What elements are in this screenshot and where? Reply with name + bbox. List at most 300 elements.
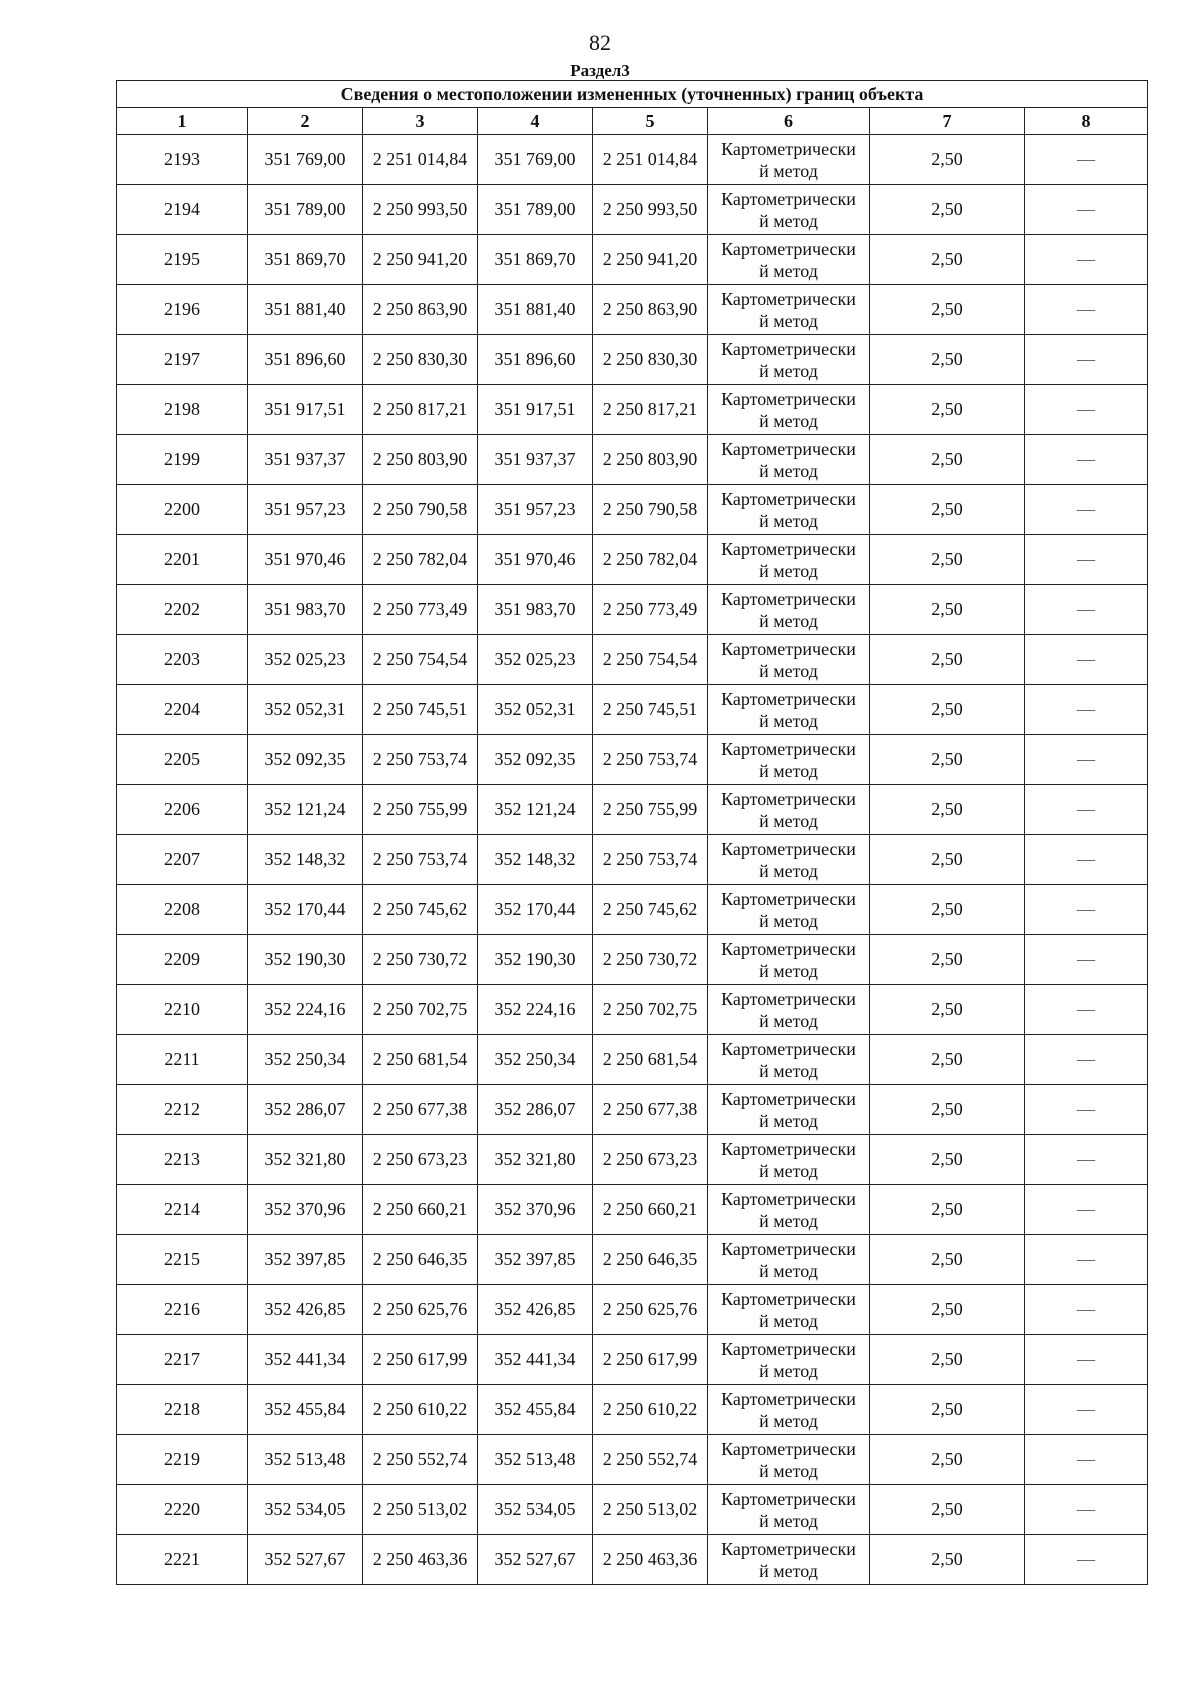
- point-number: 2193: [117, 135, 248, 185]
- point-number: 2212: [117, 1085, 248, 1135]
- coord-x-existing: 352 121,24: [248, 785, 363, 835]
- method-line-2: й метод: [759, 410, 818, 431]
- coord-y-existing: 2 250 755,99: [363, 785, 478, 835]
- method-line-1: Картометрически: [721, 1388, 856, 1409]
- method-line-2: й метод: [759, 560, 818, 581]
- point-number: 2214: [117, 1185, 248, 1235]
- coord-y-existing: 2 250 677,38: [363, 1085, 478, 1135]
- column-number: 2: [248, 108, 363, 135]
- note-dash: —: [1025, 785, 1148, 835]
- coord-y-refined: 2 250 745,51: [593, 685, 708, 735]
- coord-y-existing: 2 250 745,51: [363, 685, 478, 735]
- method-line-2: й метод: [759, 610, 818, 631]
- coord-x-existing: 352 052,31: [248, 685, 363, 735]
- accuracy-value: 2,50: [870, 435, 1025, 485]
- accuracy-value: 2,50: [870, 1535, 1025, 1585]
- note-dash: —: [1025, 635, 1148, 685]
- coord-y-existing: 2 250 941,20: [363, 235, 478, 285]
- coord-x-refined: 352 250,34: [478, 1035, 593, 1085]
- method-line-1: Картометрически: [721, 738, 856, 759]
- accuracy-value: 2,50: [870, 1185, 1025, 1235]
- method-line-1: Картометрически: [721, 1238, 856, 1259]
- method-line-2: й метод: [759, 460, 818, 481]
- determination-method: [708, 285, 870, 335]
- coord-y-refined: 2 250 803,90: [593, 435, 708, 485]
- coord-x-refined: 351 983,70: [478, 585, 593, 635]
- method-line-2: й метод: [759, 360, 818, 381]
- coord-y-refined: 2 250 745,62: [593, 885, 708, 935]
- coord-y-refined: 2 250 681,54: [593, 1035, 708, 1085]
- determination-method: [708, 1085, 870, 1135]
- coord-y-existing: 2 250 617,99: [363, 1335, 478, 1385]
- point-number: 2210: [117, 985, 248, 1035]
- coord-x-refined: 352 527,67: [478, 1535, 593, 1585]
- determination-method: [708, 785, 870, 835]
- point-number: 2217: [117, 1335, 248, 1385]
- coord-x-existing: 352 534,05: [248, 1485, 363, 1535]
- method-line-2: й метод: [759, 1560, 818, 1581]
- accuracy-value: 2,50: [870, 1035, 1025, 1085]
- coord-x-refined: 351 789,00: [478, 185, 593, 235]
- accuracy-value: 2,50: [870, 285, 1025, 335]
- accuracy-value: 2,50: [870, 235, 1025, 285]
- table-row: [117, 185, 1148, 235]
- method-line-2: й метод: [759, 960, 818, 981]
- method-line-2: й метод: [759, 260, 818, 281]
- method-line-1: Картометрически: [721, 788, 856, 809]
- section-title: Раздел3: [570, 61, 630, 80]
- coord-x-existing: 351 917,51: [248, 385, 363, 435]
- coord-x-existing: 351 970,46: [248, 535, 363, 585]
- table-row: [117, 285, 1148, 335]
- coord-x-existing: 352 170,44: [248, 885, 363, 935]
- coord-x-existing: 352 190,30: [248, 935, 363, 985]
- coord-x-existing: 352 025,23: [248, 635, 363, 685]
- accuracy-value: 2,50: [870, 785, 1025, 835]
- accuracy-value: 2,50: [870, 185, 1025, 235]
- column-number: 3: [363, 108, 478, 135]
- note-dash: —: [1025, 185, 1148, 235]
- coord-x-existing: 352 092,35: [248, 735, 363, 785]
- accuracy-value: 2,50: [870, 635, 1025, 685]
- point-number: 2195: [117, 235, 248, 285]
- coord-x-existing: 352 250,34: [248, 1035, 363, 1085]
- note-dash: —: [1025, 735, 1148, 785]
- coord-y-refined: 2 250 817,21: [593, 385, 708, 435]
- method-line-2: й метод: [759, 860, 818, 881]
- method-line-1: Картометрически: [721, 838, 856, 859]
- coord-x-existing: 351 983,70: [248, 585, 363, 635]
- coord-y-refined: 2 250 677,38: [593, 1085, 708, 1135]
- method-line-1: Картометрически: [721, 938, 856, 959]
- determination-method: [708, 1385, 870, 1435]
- accuracy-value: 2,50: [870, 385, 1025, 435]
- coord-y-refined: 2 250 782,04: [593, 535, 708, 585]
- coord-x-existing: 352 426,85: [248, 1285, 363, 1335]
- coord-y-refined: 2 250 702,75: [593, 985, 708, 1035]
- accuracy-value: 2,50: [870, 885, 1025, 935]
- table-row: [117, 635, 1148, 685]
- coord-x-existing: 351 789,00: [248, 185, 363, 235]
- point-number: 2209: [117, 935, 248, 985]
- coord-y-refined: 2 250 773,49: [593, 585, 708, 635]
- method-line-2: й метод: [759, 1310, 818, 1331]
- coord-y-refined: 2 250 617,99: [593, 1335, 708, 1385]
- note-dash: —: [1025, 1335, 1148, 1385]
- note-dash: —: [1025, 235, 1148, 285]
- note-dash: —: [1025, 135, 1148, 185]
- method-line-2: й метод: [759, 1010, 818, 1031]
- coord-x-refined: 352 170,44: [478, 885, 593, 935]
- coord-x-refined: 352 321,80: [478, 1135, 593, 1185]
- coord-y-refined: 2 250 646,35: [593, 1235, 708, 1285]
- coord-y-existing: 2 250 753,74: [363, 835, 478, 885]
- coord-x-refined: 352 148,32: [478, 835, 593, 885]
- accuracy-value: 2,50: [870, 685, 1025, 735]
- coord-y-refined: 2 250 625,76: [593, 1285, 708, 1335]
- coord-x-refined: 352 025,23: [478, 635, 593, 685]
- coord-y-existing: 2 250 660,21: [363, 1185, 478, 1235]
- point-number: 2215: [117, 1235, 248, 1285]
- method-line-1: Картометрически: [721, 988, 856, 1009]
- accuracy-value: 2,50: [870, 1385, 1025, 1435]
- coord-x-refined: 352 224,16: [478, 985, 593, 1035]
- point-number: 2202: [117, 585, 248, 635]
- table-row: [117, 335, 1148, 385]
- table-body: [117, 135, 1148, 1585]
- table-row: [117, 1285, 1148, 1335]
- method-line-2: й метод: [759, 760, 818, 781]
- table-row: [117, 485, 1148, 535]
- method-line-2: й метод: [759, 1110, 818, 1131]
- accuracy-value: 2,50: [870, 1435, 1025, 1485]
- method-line-2: й метод: [759, 160, 818, 181]
- accuracy-value: 2,50: [870, 1485, 1025, 1535]
- coord-y-refined: 2 250 753,74: [593, 735, 708, 785]
- coord-y-existing: 2 251 014,84: [363, 135, 478, 185]
- coord-x-refined: 352 370,96: [478, 1185, 593, 1235]
- method-line-2: й метод: [759, 210, 818, 231]
- coord-x-refined: 351 881,40: [478, 285, 593, 335]
- determination-method: [708, 1035, 870, 1085]
- table-row: [117, 885, 1148, 935]
- coord-y-existing: 2 250 745,62: [363, 885, 478, 935]
- table-row: [117, 1235, 1148, 1285]
- accuracy-value: 2,50: [870, 485, 1025, 535]
- point-number: 2204: [117, 685, 248, 735]
- coord-y-refined: 2 250 753,74: [593, 835, 708, 885]
- coord-y-existing: 2 250 552,74: [363, 1435, 478, 1485]
- coord-x-existing: 352 397,85: [248, 1235, 363, 1285]
- method-line-2: й метод: [759, 510, 818, 531]
- point-number: 2213: [117, 1135, 248, 1185]
- determination-method: [708, 985, 870, 1035]
- method-line-1: Картометрически: [721, 1138, 856, 1159]
- coord-x-existing: 352 370,96: [248, 1185, 363, 1235]
- coord-y-existing: 2 250 646,35: [363, 1235, 478, 1285]
- note-dash: —: [1025, 1535, 1148, 1585]
- coord-x-existing: 352 224,16: [248, 985, 363, 1035]
- note-dash: —: [1025, 1035, 1148, 1085]
- table-row: [117, 735, 1148, 785]
- coord-y-refined: 2 250 610,22: [593, 1385, 708, 1435]
- coord-x-existing: 352 527,67: [248, 1535, 363, 1585]
- coord-y-existing: 2 250 790,58: [363, 485, 478, 535]
- point-number: 2221: [117, 1535, 248, 1585]
- note-dash: —: [1025, 835, 1148, 885]
- method-line-2: й метод: [759, 1060, 818, 1081]
- coord-y-refined: 2 250 730,72: [593, 935, 708, 985]
- coord-x-refined: 351 917,51: [478, 385, 593, 435]
- point-number: 2211: [117, 1035, 248, 1085]
- method-line-2: й метод: [759, 310, 818, 331]
- method-line-1: Картометрически: [721, 1038, 856, 1059]
- note-dash: —: [1025, 1085, 1148, 1135]
- note-dash: —: [1025, 985, 1148, 1035]
- table-row: [117, 685, 1148, 735]
- column-number: 5: [593, 108, 708, 135]
- note-dash: —: [1025, 285, 1148, 335]
- determination-method: [708, 1135, 870, 1185]
- determination-method: [708, 235, 870, 285]
- coord-y-refined: 2 250 552,74: [593, 1435, 708, 1485]
- accuracy-value: 2,50: [870, 935, 1025, 985]
- method-line-2: й метод: [759, 1410, 818, 1431]
- coord-y-refined: 2 250 754,54: [593, 635, 708, 685]
- table-row: [117, 585, 1148, 635]
- note-dash: —: [1025, 1485, 1148, 1535]
- point-number: 2207: [117, 835, 248, 885]
- note-dash: —: [1025, 1185, 1148, 1235]
- coord-y-existing: 2 250 993,50: [363, 185, 478, 235]
- point-number: 2196: [117, 285, 248, 335]
- method-line-2: й метод: [759, 1260, 818, 1281]
- accuracy-value: 2,50: [870, 335, 1025, 385]
- coord-y-refined: 2 250 660,21: [593, 1185, 708, 1235]
- table-row: [117, 1535, 1148, 1585]
- accuracy-value: 2,50: [870, 1135, 1025, 1185]
- determination-method: [708, 735, 870, 785]
- table-row: [117, 1435, 1148, 1485]
- determination-method: [708, 135, 870, 185]
- coord-y-existing: 2 250 817,21: [363, 385, 478, 435]
- note-dash: —: [1025, 1435, 1148, 1485]
- note-dash: —: [1025, 585, 1148, 635]
- table-row: [117, 535, 1148, 585]
- table-row: [117, 935, 1148, 985]
- method-line-1: Картометрически: [721, 1288, 856, 1309]
- column-number: 7: [870, 108, 1025, 135]
- method-line-1: Картометрически: [721, 288, 856, 309]
- coord-y-existing: 2 250 681,54: [363, 1035, 478, 1085]
- determination-method: [708, 1335, 870, 1385]
- determination-method: [708, 185, 870, 235]
- method-line-2: й метод: [759, 1460, 818, 1481]
- coord-x-refined: 351 937,37: [478, 435, 593, 485]
- method-line-1: Картометрически: [721, 1438, 856, 1459]
- accuracy-value: 2,50: [870, 985, 1025, 1035]
- point-number: 2198: [117, 385, 248, 435]
- method-line-1: Картометрически: [721, 1488, 856, 1509]
- column-number: 4: [478, 108, 593, 135]
- note-dash: —: [1025, 1385, 1148, 1435]
- method-line-1: Картометрически: [721, 888, 856, 909]
- note-dash: —: [1025, 535, 1148, 585]
- method-line-1: Картометрически: [721, 538, 856, 559]
- accuracy-value: 2,50: [870, 1335, 1025, 1385]
- coord-x-existing: 352 441,34: [248, 1335, 363, 1385]
- method-line-1: Картометрически: [721, 588, 856, 609]
- method-line-1: Картометрически: [721, 488, 856, 509]
- determination-method: [708, 1285, 870, 1335]
- accuracy-value: 2,50: [870, 535, 1025, 585]
- page-number: 82: [589, 30, 611, 55]
- note-dash: —: [1025, 685, 1148, 735]
- note-dash: —: [1025, 385, 1148, 435]
- point-number: 2208: [117, 885, 248, 935]
- coord-y-refined: 2 250 513,02: [593, 1485, 708, 1535]
- coord-y-existing: 2 250 463,36: [363, 1535, 478, 1585]
- coord-x-refined: 352 426,85: [478, 1285, 593, 1335]
- determination-method: [708, 685, 870, 735]
- coord-x-existing: 352 148,32: [248, 835, 363, 885]
- point-number: 2200: [117, 485, 248, 535]
- coord-y-existing: 2 250 803,90: [363, 435, 478, 485]
- determination-method: [708, 585, 870, 635]
- coord-y-refined: 2 250 830,30: [593, 335, 708, 385]
- point-number: 2197: [117, 335, 248, 385]
- table-row: [117, 1485, 1148, 1535]
- coord-x-refined: 352 455,84: [478, 1385, 593, 1435]
- point-number: 2201: [117, 535, 248, 585]
- coord-y-refined: 2 250 993,50: [593, 185, 708, 235]
- table-row: [117, 1085, 1148, 1135]
- note-dash: —: [1025, 935, 1148, 985]
- point-number: 2203: [117, 635, 248, 685]
- coord-x-existing: 351 937,37: [248, 435, 363, 485]
- method-line-1: Картометрически: [721, 388, 856, 409]
- accuracy-value: 2,50: [870, 1085, 1025, 1135]
- coord-y-refined: 2 250 941,20: [593, 235, 708, 285]
- table-caption: Сведения о местоположении измененных (уточненных) границ объекта: [117, 81, 1148, 108]
- method-line-1: Картометрически: [721, 438, 856, 459]
- coord-x-refined: 351 869,70: [478, 235, 593, 285]
- column-number: 6: [708, 108, 870, 135]
- table-row: [117, 785, 1148, 835]
- column-number-row: [117, 108, 1148, 135]
- determination-method: [708, 1485, 870, 1535]
- method-line-2: й метод: [759, 910, 818, 931]
- coord-x-refined: 351 896,60: [478, 335, 593, 385]
- coord-x-existing: 352 455,84: [248, 1385, 363, 1435]
- table-row: [117, 835, 1148, 885]
- coord-y-refined: 2 251 014,84: [593, 135, 708, 185]
- point-number: 2216: [117, 1285, 248, 1335]
- table-row: [117, 135, 1148, 185]
- method-line-1: Картометрически: [721, 188, 856, 209]
- coord-y-existing: 2 250 782,04: [363, 535, 478, 585]
- method-line-2: й метод: [759, 1160, 818, 1181]
- method-line-2: й метод: [759, 810, 818, 831]
- determination-method: [708, 485, 870, 535]
- table-row: [117, 435, 1148, 485]
- determination-method: [708, 1435, 870, 1485]
- coord-x-existing: 352 321,80: [248, 1135, 363, 1185]
- determination-method: [708, 635, 870, 685]
- accuracy-value: 2,50: [870, 735, 1025, 785]
- table-row: [117, 1035, 1148, 1085]
- accuracy-value: 2,50: [870, 835, 1025, 885]
- method-line-2: й метод: [759, 1510, 818, 1531]
- table-row: [117, 235, 1148, 285]
- coord-x-refined: 352 534,05: [478, 1485, 593, 1535]
- method-line-1: Картометрически: [721, 1088, 856, 1109]
- coord-x-existing: 352 286,07: [248, 1085, 363, 1135]
- point-number: 2220: [117, 1485, 248, 1535]
- coord-x-refined: 352 397,85: [478, 1235, 593, 1285]
- coord-y-refined: 2 250 755,99: [593, 785, 708, 835]
- table-row: [117, 1185, 1148, 1235]
- method-line-1: Картометрически: [721, 338, 856, 359]
- determination-method: [708, 1185, 870, 1235]
- coord-y-existing: 2 250 702,75: [363, 985, 478, 1035]
- note-dash: —: [1025, 485, 1148, 535]
- coord-x-refined: 352 092,35: [478, 735, 593, 785]
- coord-x-existing: 351 869,70: [248, 235, 363, 285]
- coord-x-refined: 351 769,00: [478, 135, 593, 185]
- coord-y-existing: 2 250 863,90: [363, 285, 478, 335]
- coord-x-existing: 351 881,40: [248, 285, 363, 335]
- note-dash: —: [1025, 885, 1148, 935]
- table-row: [117, 985, 1148, 1035]
- accuracy-value: 2,50: [870, 1235, 1025, 1285]
- note-dash: —: [1025, 1285, 1148, 1335]
- method-line-1: Картометрически: [721, 238, 856, 259]
- coord-y-existing: 2 250 673,23: [363, 1135, 478, 1185]
- determination-method: [708, 935, 870, 985]
- note-dash: —: [1025, 335, 1148, 385]
- coord-x-existing: 352 513,48: [248, 1435, 363, 1485]
- determination-method: [708, 835, 870, 885]
- point-number: 2218: [117, 1385, 248, 1435]
- table-row: [117, 1135, 1148, 1185]
- method-line-2: й метод: [759, 1360, 818, 1381]
- determination-method: [708, 1535, 870, 1585]
- coord-x-refined: 351 957,23: [478, 485, 593, 535]
- note-dash: —: [1025, 435, 1148, 485]
- determination-method: [708, 1235, 870, 1285]
- coord-y-existing: 2 250 625,76: [363, 1285, 478, 1335]
- coord-x-refined: 352 286,07: [478, 1085, 593, 1135]
- coordinates-table: [116, 80, 1148, 1585]
- point-number: 2219: [117, 1435, 248, 1485]
- coord-y-existing: 2 250 610,22: [363, 1385, 478, 1435]
- note-dash: —: [1025, 1235, 1148, 1285]
- table-row: [117, 1335, 1148, 1385]
- coord-x-existing: 351 957,23: [248, 485, 363, 535]
- table-caption-row: [117, 81, 1148, 108]
- method-line-1: Картометрически: [721, 638, 856, 659]
- point-number: 2199: [117, 435, 248, 485]
- table-row: [117, 385, 1148, 435]
- method-line-1: Картометрически: [721, 1538, 856, 1559]
- coord-x-existing: 351 769,00: [248, 135, 363, 185]
- coord-x-existing: 351 896,60: [248, 335, 363, 385]
- column-number: 8: [1025, 108, 1148, 135]
- determination-method: [708, 435, 870, 485]
- coord-y-existing: 2 250 753,74: [363, 735, 478, 785]
- coord-x-refined: 352 121,24: [478, 785, 593, 835]
